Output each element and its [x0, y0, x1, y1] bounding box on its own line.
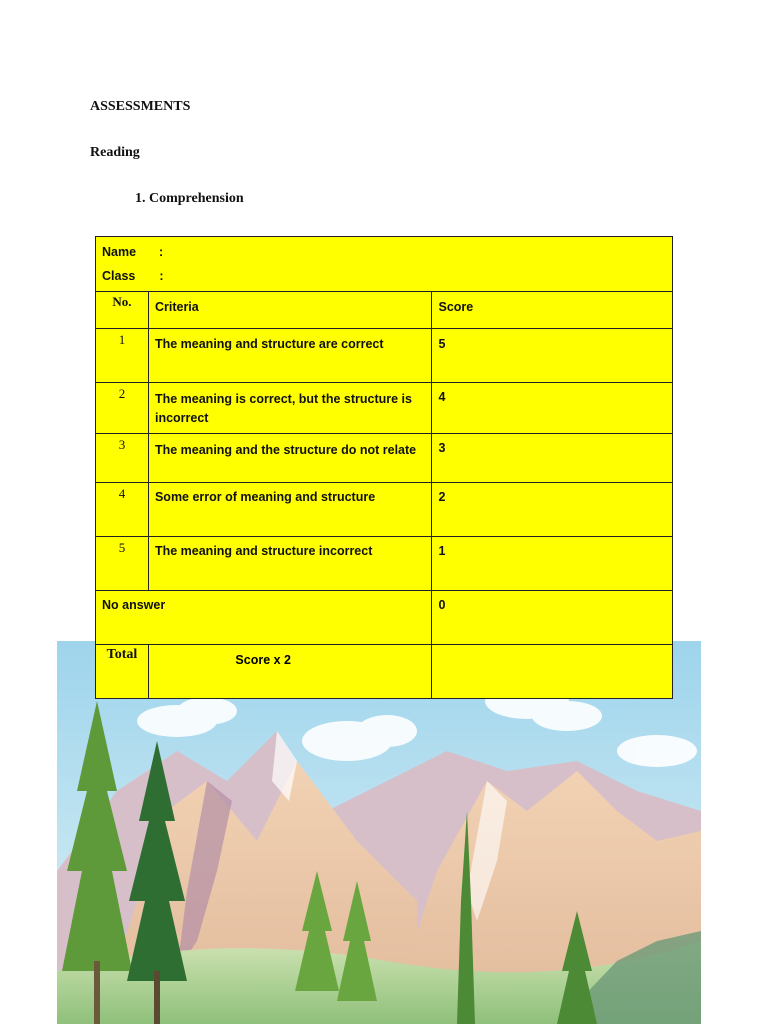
total-label: Total [96, 645, 149, 699]
row-number: 1 [96, 329, 149, 383]
score-cell: 3 [432, 434, 673, 483]
score-cell: 5 [432, 329, 673, 383]
row-number: 4 [96, 483, 149, 537]
score-cell: 4 [432, 383, 673, 434]
name-colon: : [159, 245, 164, 259]
student-info-cell [96, 237, 673, 292]
assessment-rubric-table [95, 236, 673, 699]
row-number: 3 [96, 434, 149, 483]
subsection-heading: 1. Comprehension [135, 191, 244, 206]
table-row [96, 483, 673, 537]
criteria-cell: The meaning and structure incorrect [148, 537, 432, 591]
column-header-score: Score [432, 292, 673, 329]
total-row [96, 645, 673, 699]
column-header-criteria: Criteria [148, 292, 432, 329]
criteria-cell: Some error of meaning and structure [148, 483, 432, 537]
name-label: Name [102, 245, 137, 259]
student-info-row [96, 237, 673, 292]
row-number: 5 [96, 537, 149, 591]
criteria-cell: The meaning and structure are correct [148, 329, 432, 383]
no-answer-label: No answer [96, 591, 432, 645]
total-formula: Score x 2 [235, 653, 292, 667]
no-answer-row [96, 591, 673, 645]
section-heading: Reading [90, 145, 140, 160]
table-row [96, 537, 673, 591]
no-answer-score: 0 [432, 591, 673, 645]
criteria-cell: The meaning and the structure do not relate [148, 434, 432, 483]
total-formula-cell [148, 645, 432, 699]
table-row [96, 434, 673, 483]
document-title: ASSESSMENTS [90, 99, 191, 114]
class-label: Class [102, 269, 136, 283]
score-cell: 2 [432, 483, 673, 537]
table-row [96, 329, 673, 383]
table-row [96, 383, 673, 434]
total-score-cell [432, 645, 673, 699]
criteria-cell: The meaning is correct, but the structure is incorrect [148, 383, 432, 434]
column-header-no: No. [96, 292, 149, 329]
header-row [96, 292, 673, 329]
row-number: 2 [96, 383, 149, 434]
score-cell: 1 [432, 537, 673, 591]
class-colon: : [159, 269, 164, 283]
